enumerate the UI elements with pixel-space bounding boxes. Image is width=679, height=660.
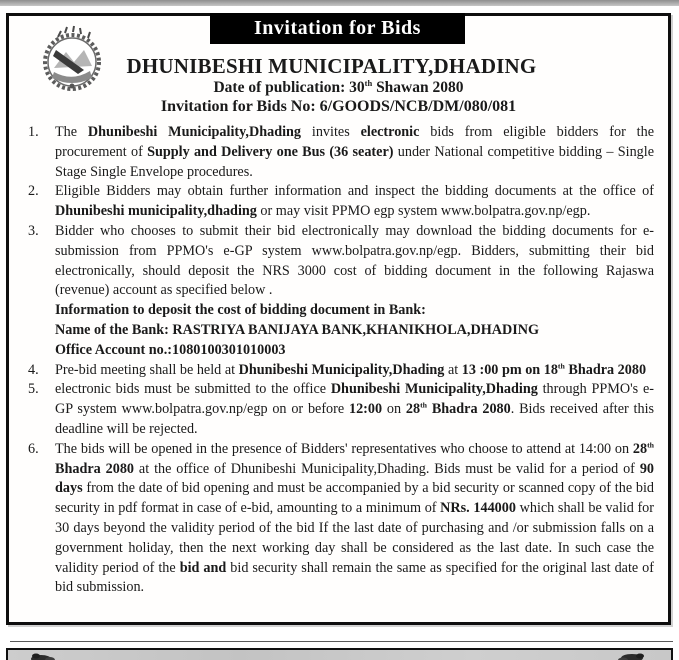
next-advertisement-preview bbox=[6, 648, 673, 660]
item-number: 4. bbox=[28, 361, 39, 378]
list-item bbox=[21, 182, 654, 222]
item-text: The Dhunibeshi Municipality,Dhading invites electronic bids from eligible bidders for the procurement of Supply and Delivery one Bus (36 seater) under National competitive bidding – Single Stage Single Envelope procedures. bbox=[55, 124, 654, 180]
bid-number: Invitation for Bids No: 6/GOODS/NCB/DM/080/081 bbox=[160, 98, 517, 115]
item-number: 3. bbox=[28, 222, 39, 239]
invitation-document bbox=[6, 13, 671, 625]
item-text: Eligible Bidders may obtain further information and inspect the bidding documents at the office of Dhunibeshi municipality,dhading or may visit PPMO egp system www.bolpatra.gov.np/egp. bbox=[55, 183, 654, 220]
section-divider bbox=[10, 641, 673, 642]
item-number: 6. bbox=[28, 440, 39, 457]
list-item bbox=[21, 380, 654, 439]
item-number: 2. bbox=[28, 183, 39, 200]
list-item bbox=[21, 440, 654, 598]
list-item bbox=[21, 222, 654, 361]
item-text: electronic bids must be submitted to the office Dhunibeshi Municipality,Dhading through PPMO's e-GP system www.bolpatra.gov.np/egp on or before 12:00 on 28th Bhadra 2080. Bids received after this deadline will be rejected. bbox=[55, 381, 655, 437]
item-number: 1. bbox=[28, 124, 39, 140]
organization-title: DHUNIBESHI MUNICIPALITY,DHADING bbox=[126, 54, 537, 78]
list-item bbox=[21, 123, 654, 182]
item-text: Bidder who chooses to submit their bid electronically may download the bidding documents for e-submission from PPMO's e-GP system www.bolpatra.gov.np/egp. Bidders, submitting their bid electronically, should deposit the NRS 3000 cost of bidding document in the following Rajaswa (revenue) account as specified below . Information to deposit the cost of bidding document in Bank: Name of the Bank: RASTRIYA BANIJAYA BANK,KHANIKHOLA,DHADING Office Account no.:1080100301010003 bbox=[55, 222, 654, 358]
page-top-strip bbox=[0, 0, 679, 6]
item-text: The bids will be opened in the presence of Bidders' representatives who choose to attend at 14:00 on 28th Bhadra 2080 at the office of Dhunibeshi Municipality,Dhading. Bids must be valid for a period of 90 days from the date of bid opening and must be accompanied by a bid security or scanned copy of the bid security in pdf format in case of e-bid, amounting to a minimum of NRs. 144000 which shall be valid for 30 days beyond the validity period of the bid If the last date of purchasing and /or submission falls on a government holiday, then the next working day shall be considered as the last date. In such case the validity period of the bid and bid security shall remain the same as specified for the original last date of bid submission. bbox=[55, 440, 655, 596]
list-item bbox=[21, 361, 654, 381]
bottom-right-emblem-icon bbox=[616, 653, 648, 660]
publication-date: Date of publication: 30th Shawan 2080 bbox=[213, 77, 464, 96]
banner-invitation-for-bids: Invitation for Bids bbox=[210, 13, 465, 44]
bottom-left-emblem-icon bbox=[28, 653, 58, 660]
item-number: 5. bbox=[28, 381, 39, 398]
notice-list bbox=[9, 123, 668, 622]
item-text: Pre-bid meeting shall be held at Dhunibeshi Municipality,Dhading at 13 :00 pm on 18th Bhadra 2080 bbox=[55, 360, 647, 378]
